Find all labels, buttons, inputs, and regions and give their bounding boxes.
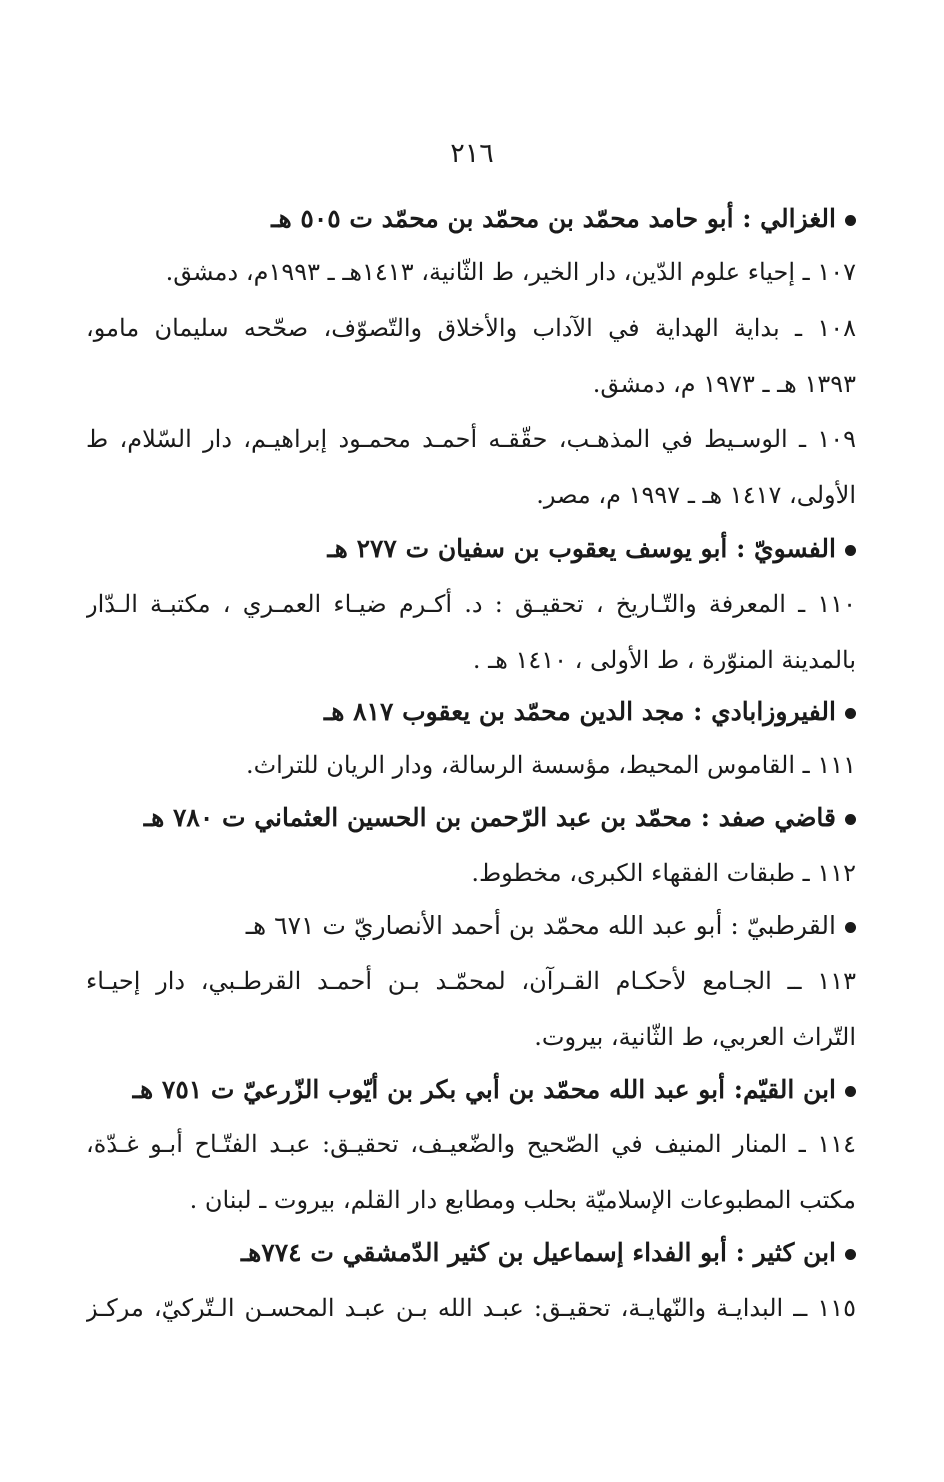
- bullet-icon: [845, 545, 856, 556]
- author-heading: [86, 1233, 856, 1273]
- book-entry-line: ١١٤ ـ المنار المنيف في الصّحيح والضّعيـف، تحقيـق: عبـد الفتّـاح أبـو غـدّة،: [86, 1130, 856, 1158]
- bullet-icon: [845, 708, 856, 719]
- book-entry-continuation: بالمدينة المنوّرة ، ط الأولى ، ١٤١٠ هـ .: [472, 646, 856, 674]
- book-entry-line: ١١١ ـ القاموس المحيط، مؤسسة الرسالة، ودار الريان للتراث.: [245, 751, 856, 779]
- author-name: قاضي صفد : محمّد بن عبد الرّحمن بن الحسين العثماني ت ٧٨٠ هـ: [143, 803, 836, 832]
- author-heading: [86, 798, 856, 838]
- book-entry-continuation: ١٣٩٣ هـ ـ ١٩٧٣ م، دمشق.: [592, 370, 856, 398]
- book-entry-continuation: مكتب المطبوعات الإسلاميّة بحلب ومطابع دار القلم، بيروت ـ لبنان .: [189, 1186, 856, 1214]
- page-number: ٢١٦: [450, 138, 494, 169]
- bullet-icon: [845, 814, 856, 825]
- author-name: ابن كثير : أبو الفداء إسماعيل بن كثير الدّمشقي ت ٧٧٤هـ: [240, 1238, 836, 1267]
- book-entry-line: ١١٠ ـ المعرفة والتّـاريخ ، تحقيـق : د. أكـرم ضيـاء العمـري ، مكتبـة الـدّار: [86, 590, 856, 618]
- author-heading: [86, 692, 856, 732]
- book-entry-continuation: التّراث العربي، ط الثّانية، بيروت.: [534, 1023, 856, 1051]
- book-entry-line: ١١٢ ـ طبقات الفقهاء الكبرى، مخطوط.: [471, 859, 856, 887]
- book-entry-line: ١١٣ ــ الجـامع لأحكـام القـرآن، لمحمّـد بـن أحمـد القرطـبي، دار إحيـاء: [86, 967, 856, 995]
- bullet-icon: [845, 922, 856, 933]
- author-heading: [86, 529, 856, 569]
- book-entry-continuation: الأولى، ١٤١٧ هـ ـ ١٩٩٧ م، مصر.: [536, 481, 856, 509]
- author-heading: [86, 906, 856, 946]
- author-name: القرطبيّ : أبو عبد الله محمّد بن أحمد الأنصاريّ ت ٦٧١ هـ: [245, 911, 836, 940]
- bullet-icon: [845, 1249, 856, 1260]
- book-entry-line: ١٠٩ ـ الوسـيط في المذهـب، حقّقـه أحمـد محمـود إبراهيـم، دار السّلام، ط: [86, 425, 856, 453]
- author-heading: [86, 1070, 856, 1110]
- author-name: الفيروزابادي : مجد الدين محمّد بن يعقوب ٨١٧ هـ: [323, 697, 836, 726]
- bullet-icon: [845, 1086, 856, 1097]
- book-entry-line: ١٠٨ ـ بداية الهداية في الآداب والأخلاق والتّصوّف، صحّحه سليمان مامو،: [86, 314, 856, 342]
- book-entry-line: ١١٥ ــ البدايـة والنّهايـة، تحقيـق: عبـد الله بـن عبـد المحسـن الـتّركيّ، مركـز: [86, 1294, 856, 1322]
- bullet-icon: [845, 215, 856, 226]
- author-name: الغزالي : أبو حامد محمّد بن محمّد بن محمّد ت ٥٠٥ هـ: [271, 204, 836, 233]
- author-heading: [86, 199, 856, 239]
- author-name: ابن القيّم: أبو عبد الله محمّد بن أبي بكر بن أيّوب الزّرعيّ ت ٧٥١ هـ: [132, 1075, 836, 1104]
- author-name: الفسويّ : أبو يوسف يعقوب بن سفيان ت ٢٧٧ هـ: [327, 534, 836, 563]
- book-entry-line: ١٠٧ ـ إحياء علوم الدّين، دار الخير، ط الثّانية، ١٤١٣هـ ـ ١٩٩٣م، دمشق.: [165, 258, 856, 286]
